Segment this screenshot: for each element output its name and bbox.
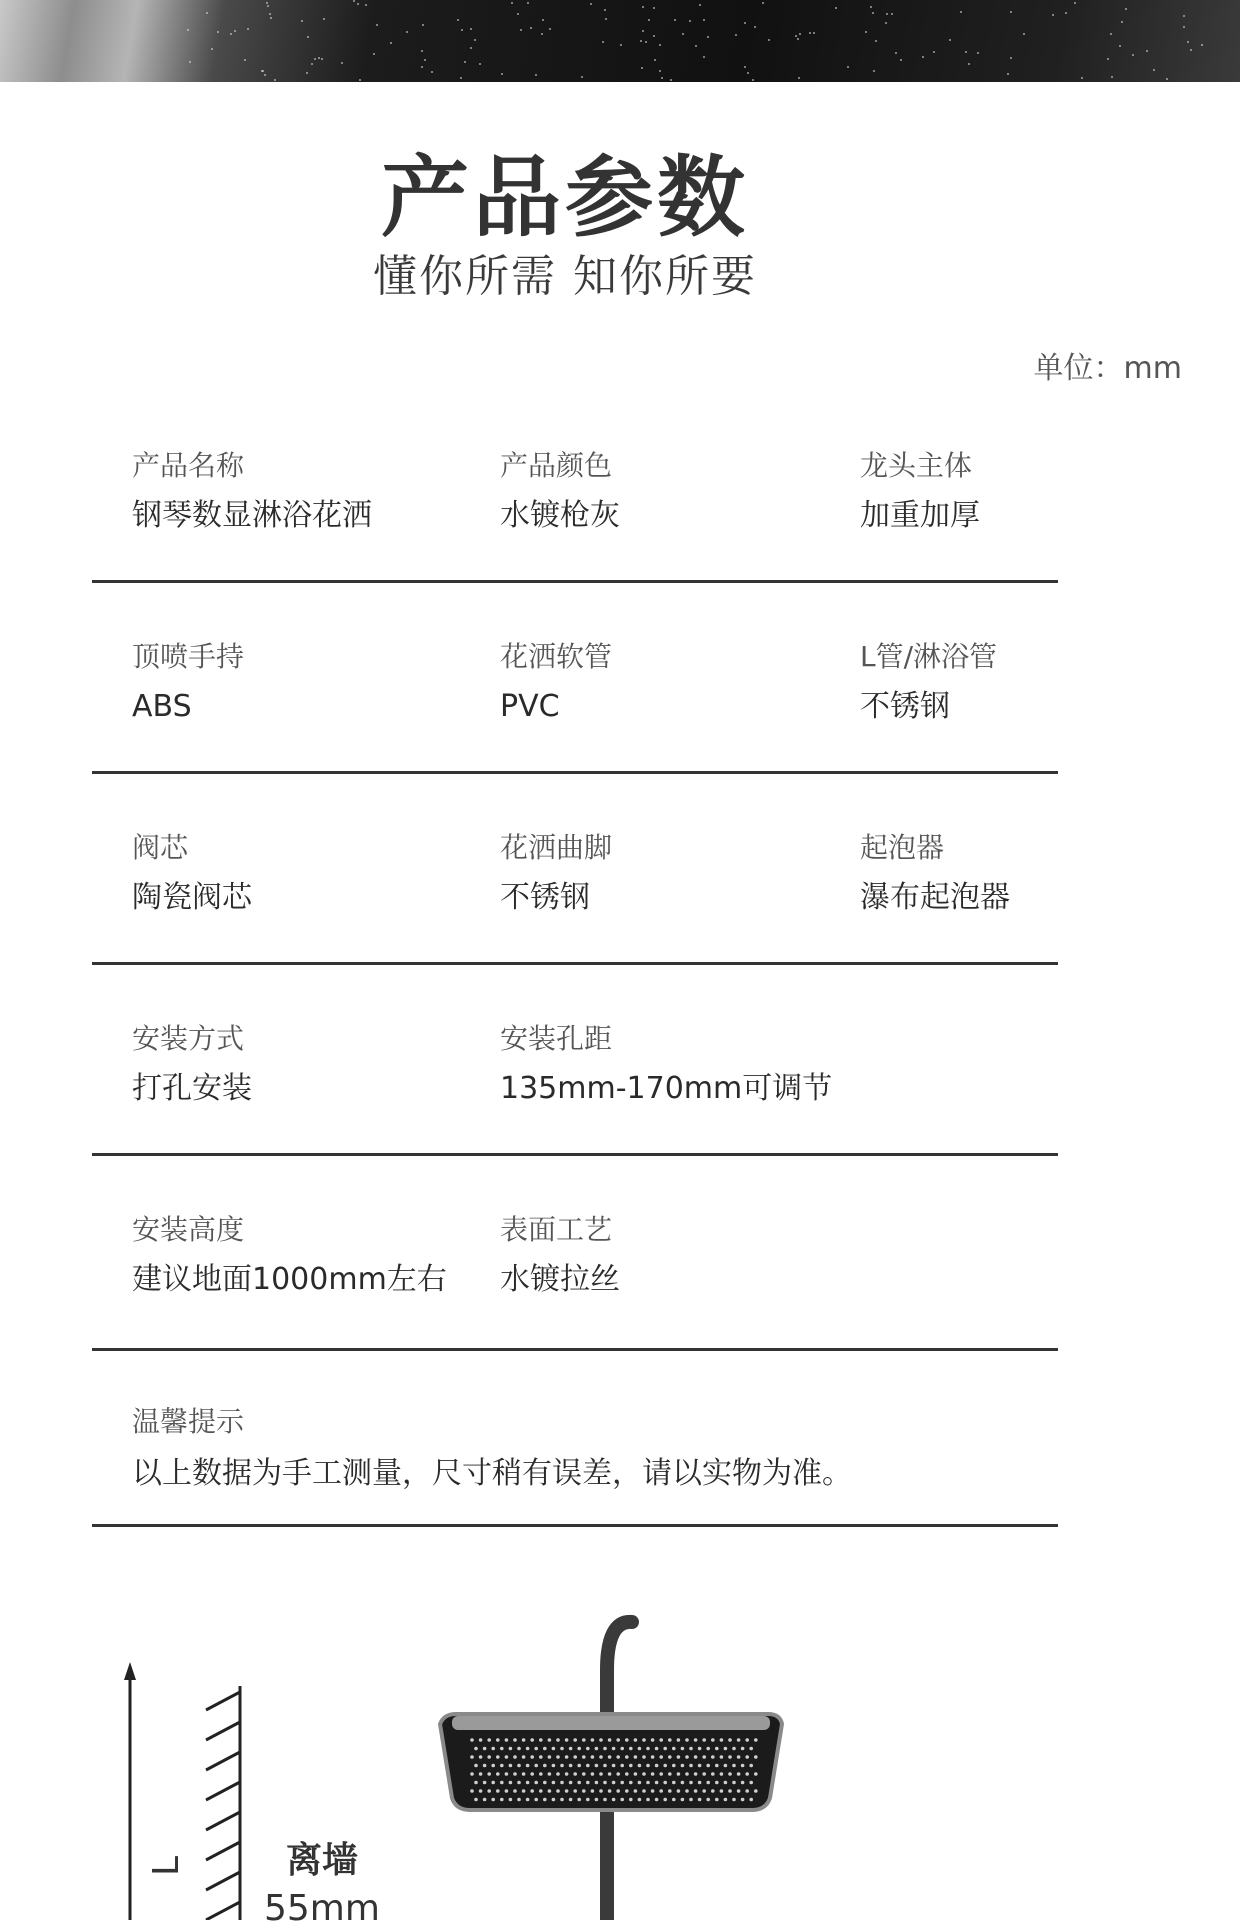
spec-cell — [500, 812, 612, 918]
spec-label: 花洒软管 — [500, 640, 613, 673]
spec-row — [92, 965, 1058, 1156]
spec-label: 顶喷手持 — [132, 640, 245, 673]
spec-value: 建议地面1000mm左右 — [132, 1262, 447, 1297]
wall-distance-value: 55mm — [264, 1888, 380, 1929]
wall-hatching — [206, 1692, 240, 1920]
height-axis-arrow — [124, 1662, 136, 1680]
spec-value: 陶瓷阀芯 — [132, 880, 252, 915]
spec-label: 安装孔距 — [500, 1022, 613, 1055]
spec-row — [92, 430, 1058, 583]
spec-cell — [500, 1194, 620, 1300]
spec-label: 产品名称 — [132, 449, 245, 482]
spec-cell — [500, 1003, 832, 1109]
spec-cell — [132, 1194, 447, 1300]
spec-value: 135mm-170mm可调节 — [500, 1071, 833, 1106]
shower-head-rim — [452, 1716, 770, 1730]
spec-cell — [132, 430, 372, 536]
spec-value: 不锈钢 — [860, 689, 950, 724]
spec-label: 起泡器 — [860, 831, 945, 864]
spec-value: 加重加厚 — [860, 498, 980, 533]
spec-value: 瀑布起泡器 — [860, 880, 1010, 915]
spec-cell — [132, 621, 244, 727]
spec-cell — [500, 430, 620, 536]
spec-value: 水镀拉丝 — [500, 1262, 620, 1297]
unit-note: 单位：mm — [1033, 351, 1182, 386]
spec-value: 不锈钢 — [500, 880, 590, 915]
spec-row — [92, 774, 1058, 965]
spec-cell — [500, 621, 612, 727]
spec-value: ABS — [132, 689, 192, 724]
spec-cell — [132, 1003, 252, 1109]
tips-value: 以上数据为手工测量，尺寸稍有误差，请以实物为准。 — [132, 1456, 852, 1491]
spec-table — [92, 430, 1058, 1351]
pipe-length-mark: L — [146, 1855, 187, 1876]
spec-value: 水镀枪灰 — [500, 498, 620, 533]
wall-distance-label: 离墙 — [286, 1840, 359, 1881]
spec-cell — [860, 812, 1010, 918]
spec-label: 花洒曲脚 — [500, 831, 613, 864]
installation-diagram — [0, 1580, 1240, 1929]
spec-row — [92, 583, 1058, 774]
spec-cell — [860, 430, 980, 536]
spec-label: L管/淋浴管 — [860, 640, 998, 673]
tips-row — [92, 1360, 1058, 1527]
spec-label: 龙头主体 — [860, 449, 973, 482]
spec-label: 安装方式 — [132, 1022, 245, 1055]
spec-label: 产品颜色 — [500, 449, 613, 482]
spec-cell — [132, 812, 252, 918]
spec-value: 打孔安装 — [132, 1071, 252, 1106]
spec-label: 安装高度 — [132, 1213, 245, 1246]
spec-label: 阀芯 — [132, 831, 189, 864]
page-subtitle: 懂你所需 知你所要 — [373, 251, 757, 302]
page-title: 产品参数 — [380, 146, 749, 249]
spec-label: 表面工艺 — [500, 1213, 613, 1246]
header-banner-image — [0, 0, 1240, 82]
tips-label: 温馨提示 — [132, 1405, 245, 1438]
spec-value: PVC — [500, 689, 560, 724]
spec-value: 钢琴数显淋浴花洒 — [132, 498, 372, 533]
spec-cell — [860, 621, 997, 727]
spec-row — [92, 1156, 1058, 1351]
